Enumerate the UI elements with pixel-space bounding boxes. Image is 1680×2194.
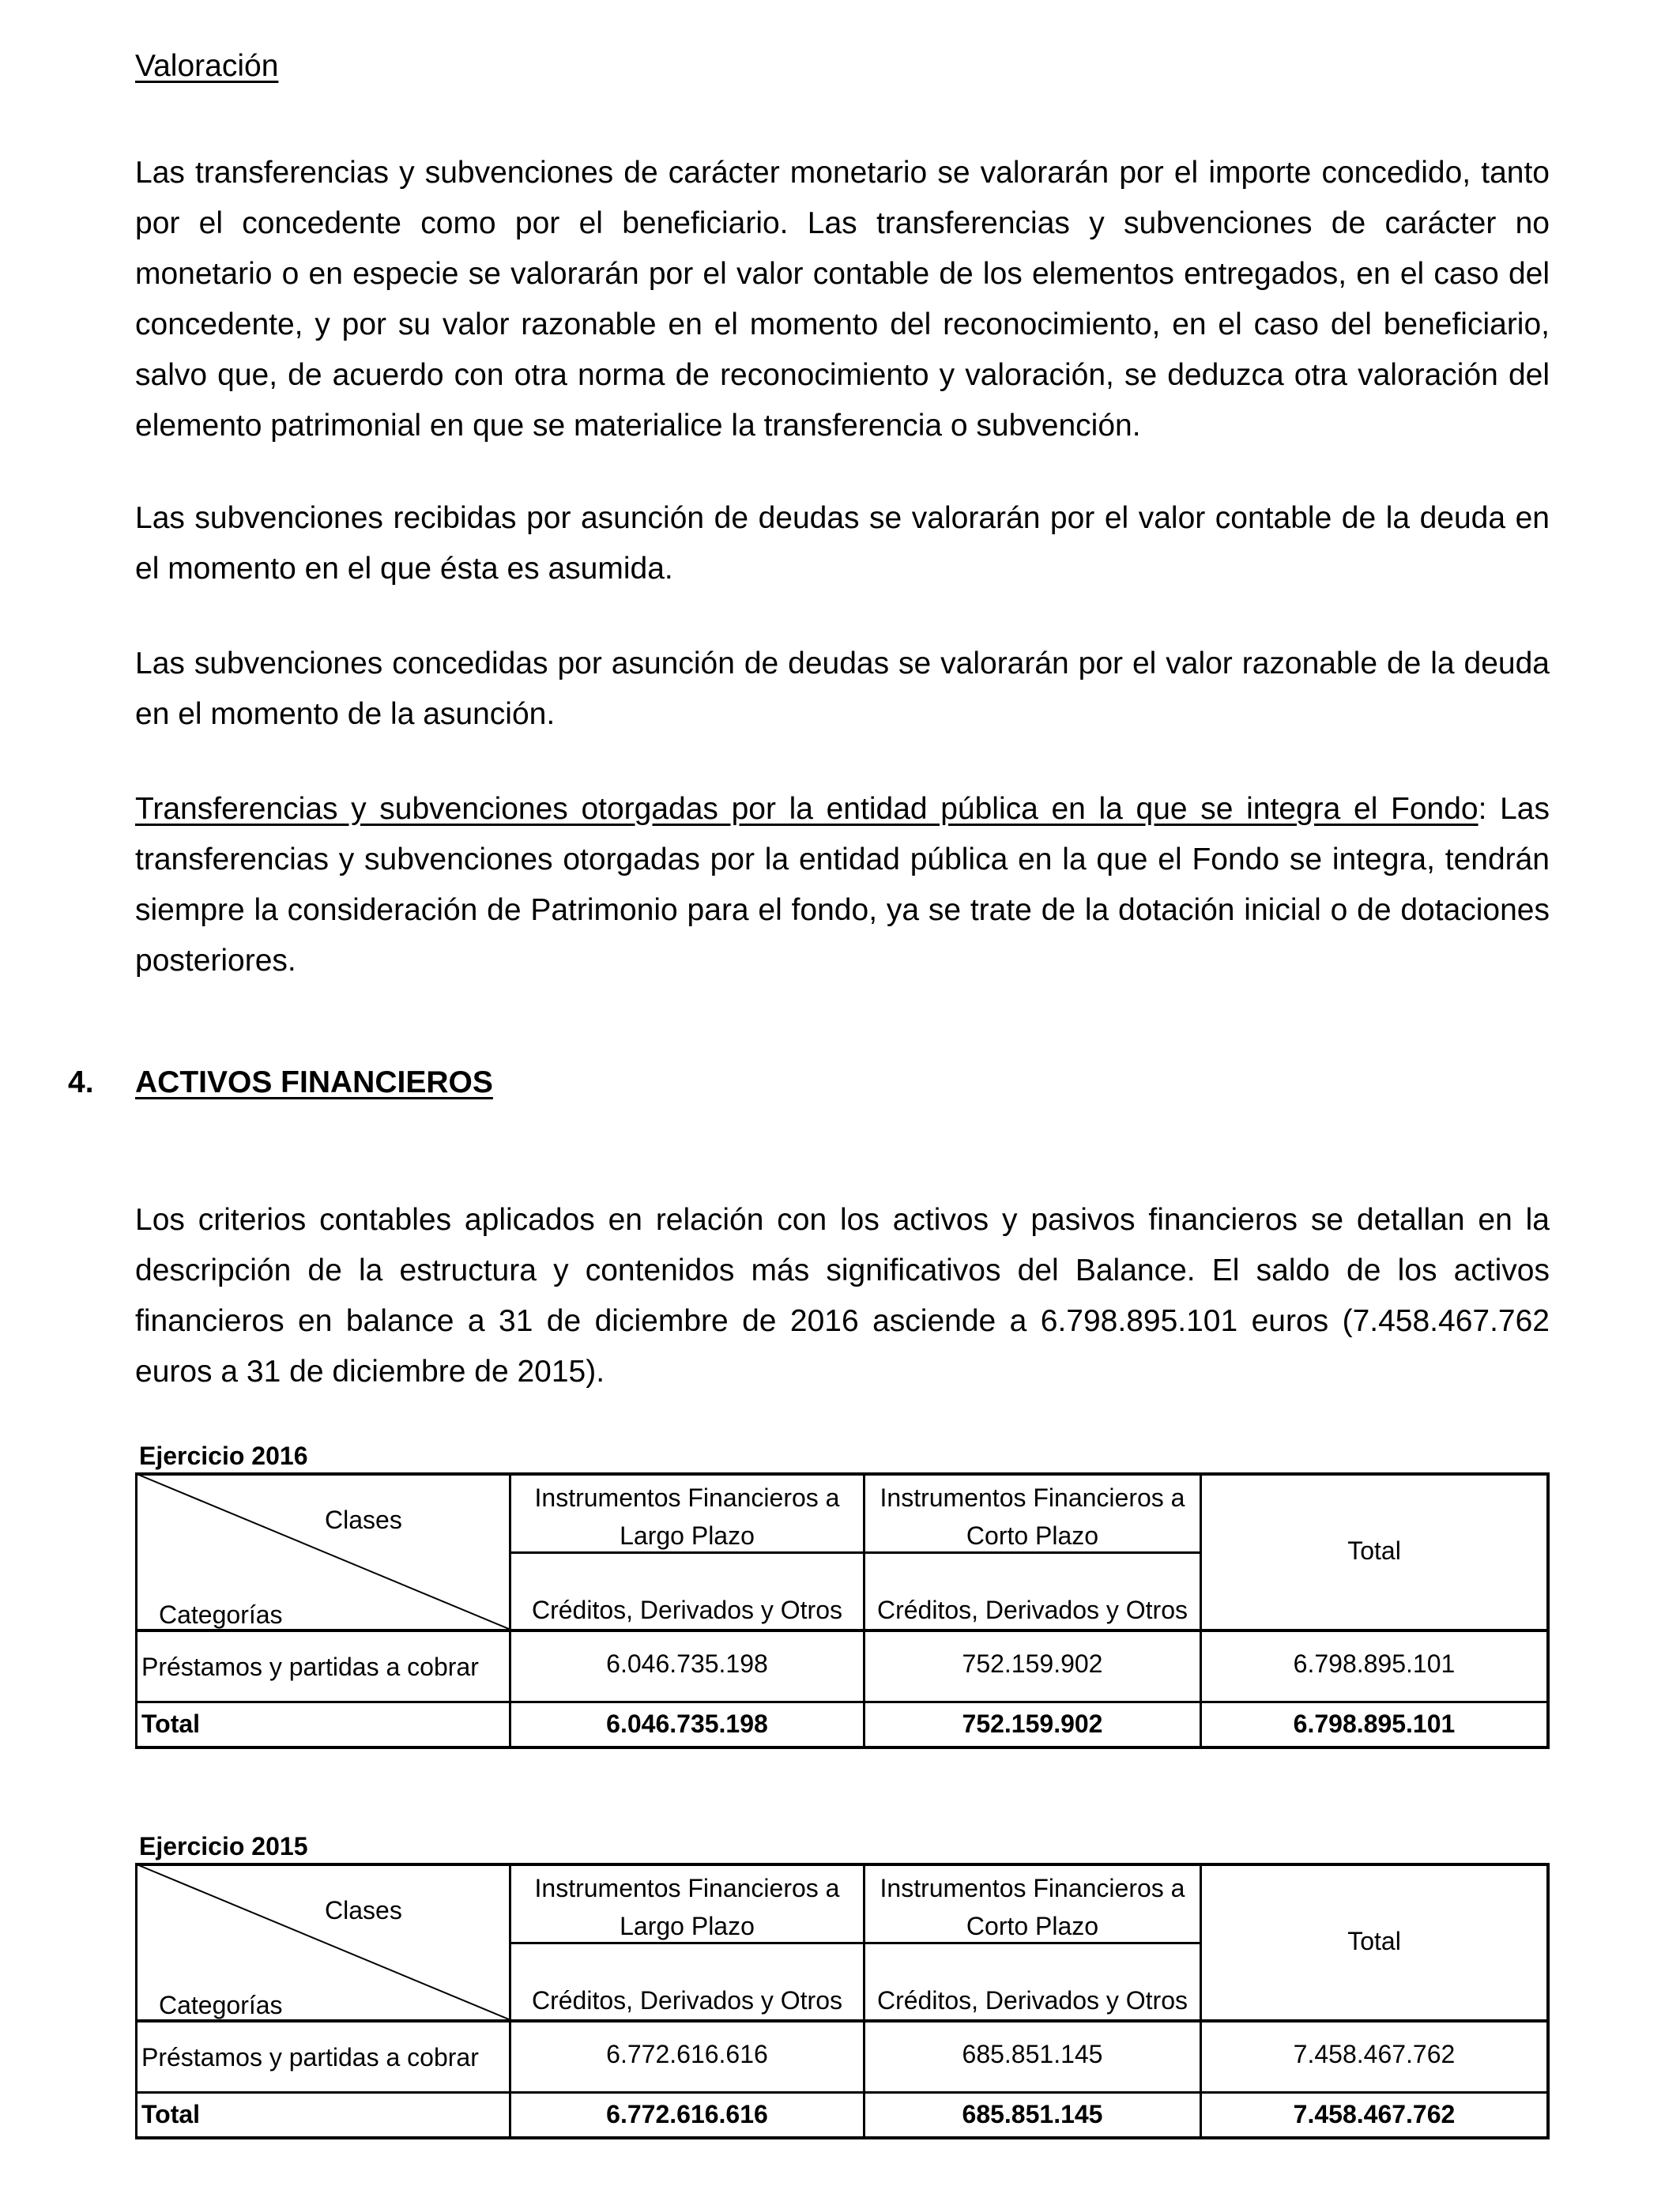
row-value-total: 7.458.467.762: [1293, 2040, 1456, 2068]
categorias-label: Categorías: [159, 1991, 283, 2019]
row-value-col1: 6.772.616.616: [606, 2040, 768, 2068]
row-label: Préstamos y partidas a cobrar: [141, 2043, 479, 2071]
col1-subheader: Créditos, Derivados y Otros: [531, 1986, 842, 2015]
valoracion-paragraph-4: [135, 784, 1550, 986]
paragraph-text: Los criterios contables aplicados en relación con los activos y pasivos financieros se detallan en la descripción de la estructura y contenidos más significativos del Balance. El saldo de los activos financieros en balance a 31 de diciembre de 2016 asciende a 6.798.895.101 euros (7.458.467.762 euros a 31 de diciembre de 2015).: [135, 1203, 1550, 1389]
underlined-subtitle: Transferencias y subvenciones otorgadas por la entidad pública en la que se integra el Fondo: [135, 792, 1478, 826]
categorias-label: Categorías: [159, 1600, 283, 1629]
col2-header: Instrumentos Financieros a Corto Plazo: [880, 1483, 1185, 1550]
clases-label: Clases: [325, 1896, 402, 1924]
col1-header: Instrumentos Financieros a Largo Plazo: [534, 1483, 840, 1550]
total-value-col2: 752.159.902: [962, 1710, 1103, 1738]
total-value-total: 7.458.467.762: [1293, 2100, 1456, 2128]
col2-header: Instrumentos Financieros a Corto Plazo: [880, 1874, 1185, 1940]
col2-subheader: Créditos, Derivados y Otros: [876, 1596, 1188, 1624]
total-value-col1: 6.046.735.198: [606, 1710, 768, 1738]
col3-header: Total: [1347, 1927, 1401, 1955]
section-number: 4.: [68, 1065, 94, 1099]
paragraph-text: [135, 784, 1550, 986]
row-value-total: 6.798.895.101: [1293, 1649, 1456, 1678]
row-value-col2: 685.851.145: [962, 2040, 1103, 2068]
paragraph-rest: : Las transferencias y subvenciones otorgadas por la entidad pública en la que el Fondo se integra, tendrán siempre la consideración de Patrimonio para el fondo, ya se trate de la dotación inicial o de dotaciones posteriores.: [135, 792, 1550, 978]
total-value-col2: 685.851.145: [962, 2100, 1103, 2128]
total-value-col1: 6.772.616.616: [606, 2100, 768, 2128]
paragraph-text: Las subvenciones concedidas por asunción de deudas se valorarán por el valor razonable de la deuda en el momento de la asunción.: [135, 647, 1550, 731]
total-value-total: 6.798.895.101: [1293, 1710, 1456, 1738]
section-title: ACTIVOS FINANCIEROS: [135, 1065, 493, 1099]
row-label: Préstamos y partidas a cobrar: [141, 1653, 479, 1681]
table-title-2015: Ejercicio 2015: [139, 1832, 308, 1860]
col2-subheader: Créditos, Derivados y Otros: [876, 1986, 1188, 2015]
paragraph-text: Las subvenciones recibidas por asunción de deudas se valorarán por el valor contable de la deuda en el momento en el que ésta es asumida.: [135, 501, 1550, 586]
col3-header: Total: [1347, 1536, 1401, 1565]
row-value-col2: 752.159.902: [962, 1649, 1103, 1678]
col1-header: Instrumentos Financieros a Largo Plazo: [534, 1874, 840, 1940]
clases-label: Clases: [325, 1506, 402, 1534]
valoracion-paragraph-2: [135, 493, 1550, 594]
paragraph-text: Las transferencias y subvenciones de carácter monetario se valorarán por el importe concedido, tanto por el concedente como por el beneficiario. Las transferencias y subvenciones de carácter no monetario o en especie se valorarán por el valor contable de los elementos entregados, en el caso del concedente, y por su valor razonable en el momento del reconocimiento, en el caso del beneficiario, salvo que, de acuerdo con otra norma de reconocimiento y valoración, se deduzca otra valoración del elemento patrimonial en que se materialice la transferencia o subvención.: [135, 156, 1550, 443]
col1-subheader: Créditos, Derivados y Otros: [531, 1596, 842, 1624]
row-value-col1: 6.046.735.198: [606, 1649, 768, 1678]
table-2015: [135, 1863, 1550, 2139]
total-label: Total: [141, 1710, 201, 1738]
total-label: Total: [141, 2100, 201, 2128]
valoracion-paragraph-3: [135, 639, 1550, 740]
table-title-2016: Ejercicio 2016: [139, 1442, 308, 1470]
valoracion-paragraph-1: [135, 148, 1550, 451]
valoracion-heading: Valoración: [135, 49, 279, 83]
section-paragraph: [135, 1195, 1550, 1397]
table-2016: [135, 1472, 1550, 1749]
